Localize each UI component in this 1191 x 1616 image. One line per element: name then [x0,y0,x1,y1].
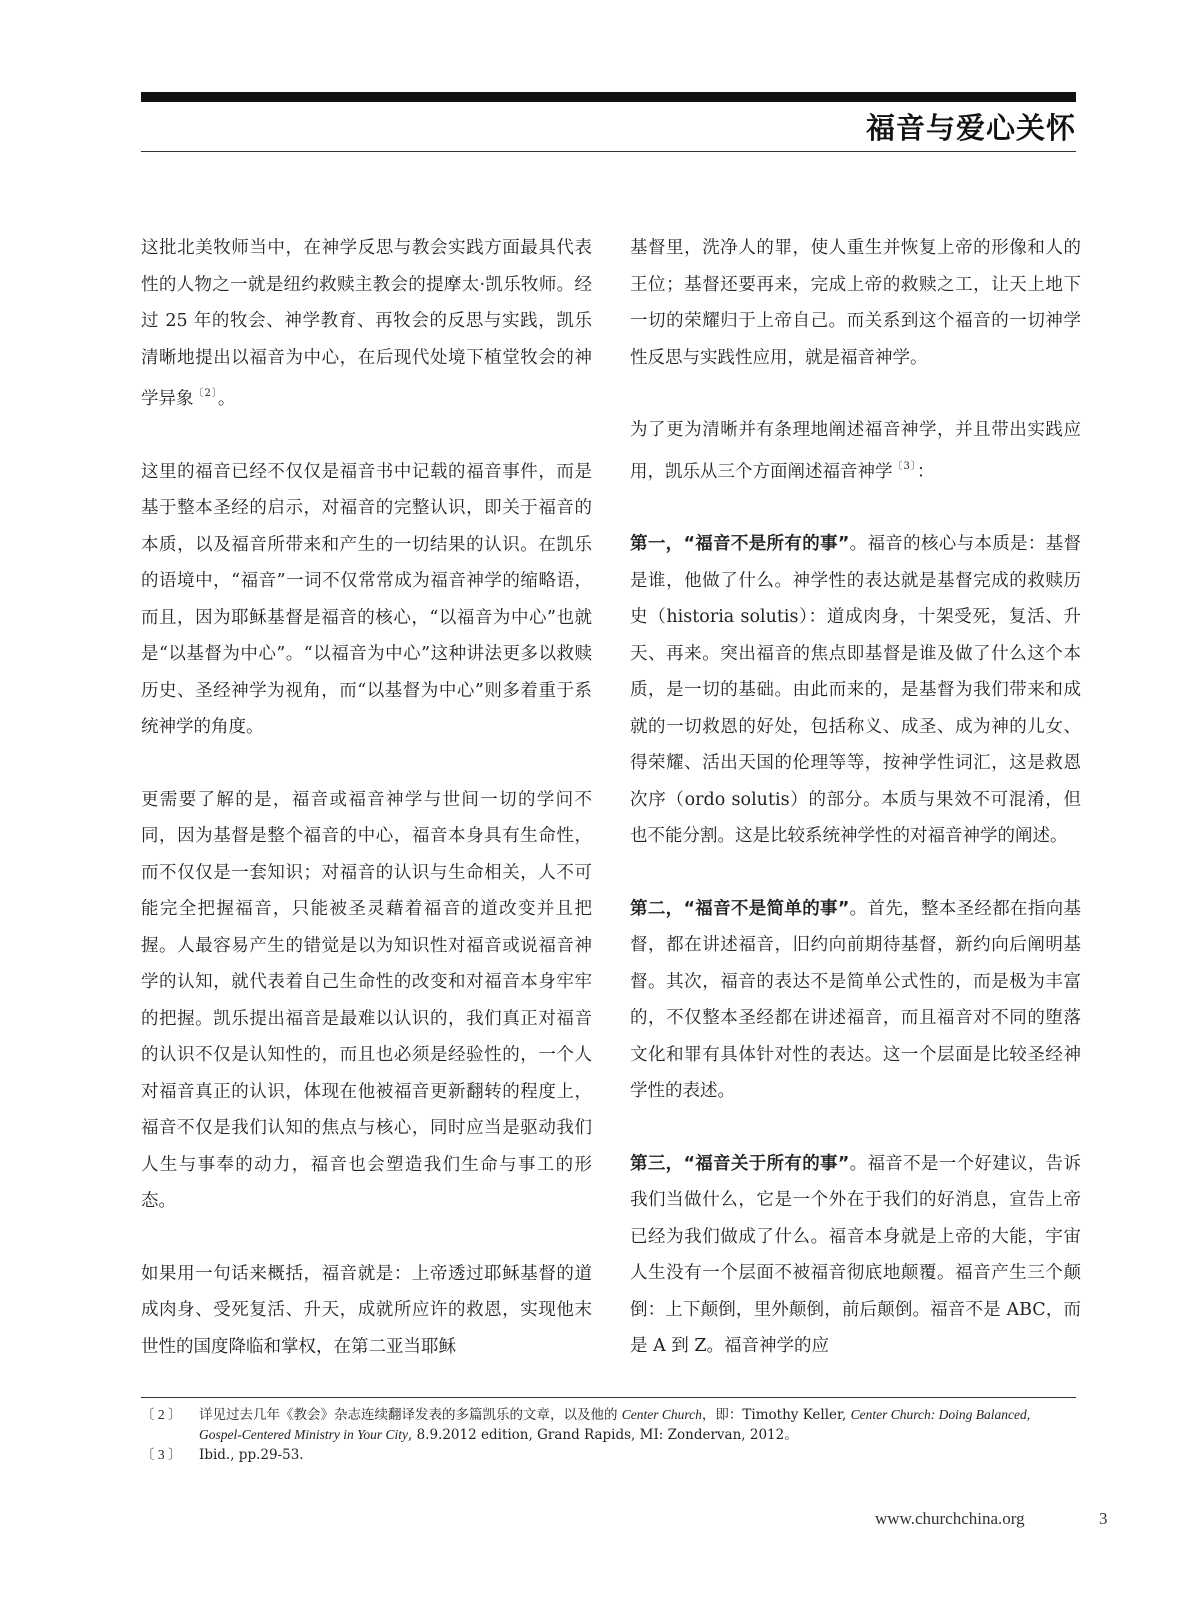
footnote-text: Ibid., pp.29-53. [199,1447,304,1463]
footnote-ref-2[interactable]: 〔2〕 [193,388,218,399]
paragraph [141,230,592,418]
left-column [141,230,592,1401]
point-heading-1: 第一，“福音不是所有的事” [630,534,850,554]
paragraph [630,1146,1081,1365]
paragraph-text: 。福音不是一个好建议，告诉我们当做什么，它是一个外在于我们的好消息，宣告上帝已经为我们做成了什么。福音本身就是上帝的大能，宇宙人生没有一个层面不被福音彻底地颠覆。福音产生三个颠倒：上下颠倒，里外颠倒，前后颠倒。福音不是 ABC，而是 A 到 Z。福音神学的应 [630,1153,1081,1356]
footnote-number: 〔 3 〕 [141,1447,182,1462]
footnote-2 [141,1405,1076,1445]
paragraph-text: ： [916,461,935,482]
paragraph: 基督里，洗净人的罪，使人重生并恢复上帝的形像和人的王位；基督还要再来，完成上帝的救赎之工，让天上地下一切的荣耀归于上帝自己。而关系到这个福音的一切神学性反思与实践性应用，就是福音神学。 [630,238,1081,368]
footnote-ref-3[interactable]: 〔3〕 [892,460,917,472]
running-header-title: 福音与爱心关怀 [865,111,1076,145]
page-number: 3 [1099,1509,1108,1528]
footnote-3 [141,1445,1076,1465]
point-heading-3: 第三，“福音关于所有的事” [630,1153,850,1174]
footnote-text: 详见过去几年《教会》杂志连续翻译发表的多篇凯乐的文章，以及他的 Center Church，即：Timothy Keller, Center Church: Doing Balanced, Gospel-Centered Ministry in Your City, 8.9.2012 edition, Grand Rapids, MI: Zondervan, 2012。 [199,1407,1031,1443]
paragraph [630,891,1081,1110]
paragraph-text: 。福音的核心与本质是：基督是谁，他做了什么。神学性的表达就是基督完成的救赎历史（historia solutis）：道成肉身，十架受死，复活、升天、再来。突出福音的焦点即基督是谁及做了什么这个本质，是一切的基础。由此而来的，是基督为我们带来和成就的一切救恩的好处，包括称义、成圣、成为神的儿女、得荣耀、活出天国的伦理等等，按神学性词汇，这是救恩次序（ordo solutis）的部分。本质与果效不可混淆，但也不能分割。这是比较系统神学性的对福音神学的阐述。 [630,534,1081,846]
paragraph: 如果用一句话来概括，福音就是：上帝透过耶稣基督的道成肉身、受死复活、升天，成就所应许的救恩，实现他末世性的国度降临和掌权，在第二亚当耶稣 [141,1263,592,1357]
paragraph-text: 为了更为清晰并有条理地阐述福音神学，并且带出实践应用，凯乐从三个方面阐述福音神学 [630,420,1081,482]
header-divider [141,151,1076,152]
paragraph: 这里的福音已经不仅仅是福音书中记载的福音事件，而是基于整本圣经的启示，对福音的完整认识，即关于福音的本质，以及福音所带来和产生的一切结果的认识。在凯乐的语境中，“福音”一词不仅常常成为福音神学的缩略语，而且，因为耶稣基督是福音的核心，“以福音为中心”也就是“以基督为中心”。“以福音为中心”这种讲法更多以救赎历史、圣经神学为视角，而“以基督为中心”则多着重于系统神学的角度。 [141,461,592,737]
footnote-number: 〔 2 〕 [141,1407,182,1422]
paragraph [630,412,1081,490]
paragraph-text: 。首先，整本圣经都在指向基督，都在讲述福音，旧约向前期待基督，新约向后阐明基督。其次，福音的表达不是简单公式性的，而是极为丰富的，不仅整本圣经都在讲述福音，而且福音对不同的堕落文化和罪有具体针对性的表达。这一个层面是比较圣经神学性的表述。 [630,898,1081,1101]
paragraph-text: 这批北美牧师当中，在神学反思与教会实践方面最具代表性的人物之一就是纽约救赎主教会的提摩太·凯乐牧师。经过 25 年的牧会、神学教育、再牧会的反思与实践，凯乐清晰地提出以福音为中心，在后现代处境下植堂牧会的神学异象 [141,238,592,409]
paragraph: 更需要了解的是，福音或福音神学与世间一切的学问不同，因为基督是整个福音的中心，福音本身具有生命性，而不仅仅是一套知识；对福音的认识与生命相关，人不可能完全把握福音，只能被圣灵藉着福音的道改变并且把握。人最容易产生的错觉是以为知识性对福音或说福音神学的认知，就代表着自己生命性的改变和对福音本身牢牢的把握。凯乐提出福音是最难以认识的，我们真正对福音的认识不仅是认知性的，而且也必须是经验性的，一个人对福音真正的认识，体现在他被福音更新翻转的程度上，福音不仅是我们认知的焦点与核心，同时应当是驱动我们人生与事奉的动力，福音也会塑造我们生命与事工的形态。 [141,789,592,1211]
paragraph-text: 。 [217,389,236,409]
right-column [630,230,1081,1401]
footnotes [141,1405,1076,1465]
footnote-divider [141,1397,1076,1398]
book-title: Center Church [621,1407,702,1422]
book-title: Center Church: Doing Balanced, Gospel-Centered Ministry in Your City [199,1407,1031,1442]
website-url[interactable]: www.churchchina.org [875,1509,1025,1528]
point-heading-2: 第二，“福音不是简单的事” [630,898,850,919]
header-top-bar [141,92,1076,102]
paragraph [630,526,1081,855]
